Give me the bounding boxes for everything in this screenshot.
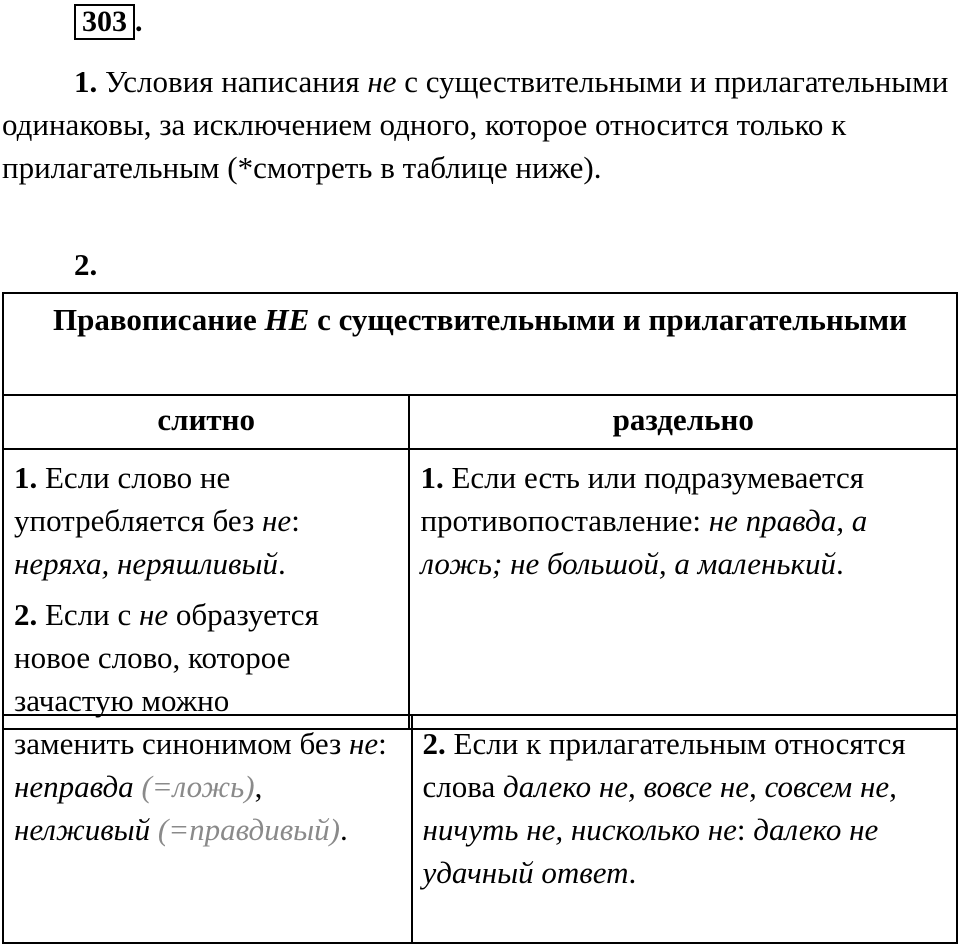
- rule-text: .: [836, 546, 844, 581]
- cell-together-2: [3, 715, 412, 943]
- rule-text: :: [291, 503, 300, 538]
- rule-text: Если к прилагательным относятся слова: [422, 726, 906, 804]
- rule-together-1: [14, 456, 398, 585]
- task-number: [74, 4, 143, 40]
- rule-particle: не: [139, 597, 169, 632]
- rule-example: не правда, а ложь; не большой, а маленький: [420, 503, 868, 581]
- rule-example: нелживый: [14, 812, 151, 847]
- rule-text: .: [340, 812, 348, 847]
- rule-text: заменить синонимом без: [14, 726, 350, 761]
- spelling-table-continued: [2, 714, 958, 944]
- rule-number: 1.: [420, 460, 444, 495]
- paragraph-1-number: 1.: [74, 64, 98, 99]
- rule-text: образуется новое слово, которое зачастую можно: [14, 597, 319, 718]
- table-title-em: НЕ: [264, 302, 310, 337]
- rule-example: далеко не удачный ответ: [422, 812, 879, 890]
- rule-number: 1.: [14, 460, 38, 495]
- rule-example: далеко не, вовсе не, совсем не, ничуть не, нисколько не: [422, 769, 897, 847]
- paragraph-2-number: 2.: [74, 247, 98, 282]
- paragraph-1-text-a: Условия написания: [97, 64, 368, 99]
- rule-text: .: [628, 855, 637, 890]
- rule-text: .: [278, 546, 286, 581]
- rule-text: Если с: [37, 597, 140, 632]
- rule-text: Если слово не употребляется без: [14, 460, 263, 538]
- column-header-separate: раздельно: [409, 395, 957, 449]
- table-title: [3, 293, 957, 395]
- rule-particle: не: [349, 726, 379, 761]
- rule-synonym: (=ложь): [133, 769, 255, 804]
- column-header-together: слитно: [3, 395, 409, 449]
- paragraph-1-text-b: с существительными и прилагательными одинаковы, за исключением одного, которое относится только к прилагательным (*смотреть в таблице ниже).: [2, 64, 949, 185]
- paragraph-1: [2, 60, 952, 189]
- paragraph-1-particle: не: [367, 64, 397, 99]
- rule-together-2-continued: [14, 722, 401, 851]
- rule-text: :: [736, 812, 754, 847]
- cell-separate-2: [412, 715, 957, 943]
- rule-together-2: [14, 593, 398, 722]
- rule-number: 2.: [422, 726, 446, 761]
- table-title-a: Правописание: [53, 302, 265, 337]
- rule-text: Если есть или подразумевается противопоставление:: [420, 460, 865, 538]
- spelling-table: [2, 292, 958, 730]
- rule-separate-1: [420, 456, 946, 585]
- rule-particle: не: [262, 503, 292, 538]
- table-title-b: с существительными и прилагательными: [309, 302, 907, 337]
- task-number-dot: .: [135, 5, 143, 38]
- rule-text: :: [378, 726, 387, 761]
- rule-separate-2: [423, 722, 946, 894]
- rule-example: неряха, неряшливый: [14, 546, 278, 581]
- paragraph-2: [74, 243, 960, 286]
- task-number-box: 303: [74, 4, 135, 40]
- rule-number: 2.: [14, 597, 38, 632]
- rule-example: неправда: [14, 769, 134, 804]
- rule-synonym: (=правдивый): [150, 812, 340, 847]
- cell-separate-1: [409, 449, 957, 729]
- cell-together-1: [3, 449, 409, 729]
- rule-text: ,: [254, 769, 263, 804]
